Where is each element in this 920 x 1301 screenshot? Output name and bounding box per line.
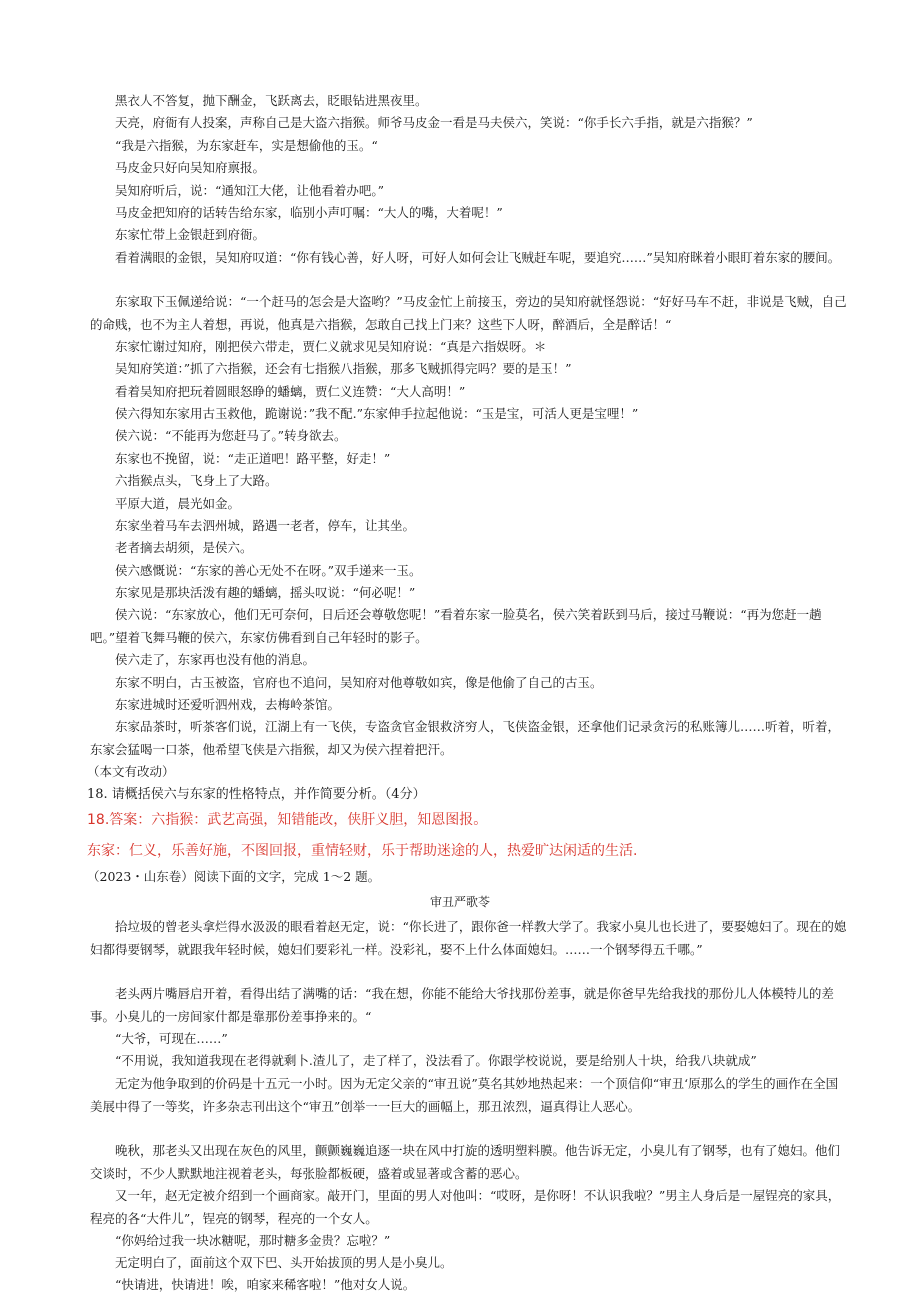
story1-paragraph-14: 侯六说：“不能再为您赶马了。”转身欲去。 — [115, 428, 347, 443]
story2-paragraph-7: 又一年，赵无定被介绍到一个画商家。敲开门，里面的男人对他叫：“哎呀，是你呀！不认识我啦？”男主人身后是一屋锃亮的家具，程亮的各“大件儿”，锃亮的钢琴，程亮的一个女人。 — [90, 1188, 841, 1226]
story1-paragraph-15: 东家也不挽留，说：“走正道吧！路平整，好走！” — [115, 451, 391, 466]
story1-paragraph-2: 天亮，府衙有人投案，声称自己是大盗六指猴。师爷马皮金一看是马夫侯六，笑说：“你手长六手指，就是六指猴？” — [115, 115, 753, 130]
answer-18-line-2: 东家：仁义，乐善好施，不图回报，重情轻财，乐于帮助迷途的人，热爱旷达闲适的生活. — [87, 843, 638, 859]
story1-paragraph-17: 平原大道，晨光如金。 — [115, 496, 241, 511]
story1-paragraph-6: 马皮金把知府的话转告给东家，临别小声叮嘱：“大人的嘴，大着呢！” — [115, 205, 503, 220]
story2-paragraph-5: 无定为他争取到的价码是十五元一小时。因为无定父亲的“审丑说”莫名其妙地热起来：一个顶信仰“审丑‘原那么的学生的画作在全国美展中得了一等奖，许多杂志刊出这个“审丑”创举一一巨大的画幅上，那丑浓烈，逼真得让人恶心。 — [90, 1076, 839, 1114]
story2-paragraph-2: 老头两片嘴唇启开着，看得出结了满嘴的话：“我在想，你能不能给大爷找那份差事，就是你爸早先给我找的那份儿人体模特儿的差事。小臭儿的一房间家什都是靠那份差事挣来的。“ — [90, 986, 834, 1024]
question-18: 18. 请概括侯六与东家的性格特点，并作简要分析。（4分） — [87, 787, 426, 802]
story1-paragraph-4: 马皮金只好向吴知府禀报。 — [115, 160, 266, 175]
story1-paragraph-11: 吴知府笑道：”抓了六指猴，还会有七指猴八指猴，那多飞贼抓得完吗？要的是玉！” — [115, 361, 572, 376]
story1-paragraph-19: 老者摘去胡须，是侯六。 — [115, 540, 253, 555]
story2-paragraph-4: “不用说，我知道我现在老得就剩卜.渣儿了，走了样了，没法看了。你跟学校说说，要是给别人十块，给我八块就成” — [115, 1053, 757, 1068]
story1-paragraph-9: 东家取下玉佩递给说：“一个赶马的怎会是大盗哟？”马皮金忙上前接玉，旁边的吴知府就怪怨说：“好好马车不赶，非说是飞贼，自己的命贱，也不为主人着想，再说，他真是六指猴，怎敢自己找上门来？这些下人呀，醉酒后，全是醉话！“ — [90, 294, 847, 332]
story1-paragraph-18: 东家坐着马车去泗州城，路遇一老者，停车，让其坐。 — [115, 518, 416, 533]
story1-paragraph-10: 东家忙谢过知府，刚把侯六带走，贾仁义就求见吴知府说：“真是六指娱呀。＊ — [115, 339, 547, 354]
story1-paragraph-3: “我是六指猴，为东家赶车，实是想偷他的玉。“ — [115, 138, 378, 153]
story1-paragraph-13: 侯六得知东家用古玉救他，跪谢说：”我不配.”东家伸手拉起他说：“玉是宝，可活人更是宝哩！” — [115, 406, 639, 421]
story1-paragraph-26: 东家品茶时，听茶客们说，江湖上有一飞侠，专盗贪官金银救济穷人，飞侠盗金银，还拿他们记录贪污的私账簿儿……听着，听着，东家会猛喝一口茶，他希望飞侠是六指猴，却又为侯六捏着把汗。 — [90, 719, 841, 757]
story2-paragraph-9: 无定明白了，面前这个双下巴、头开始拔顶的男人是小臭儿。 — [115, 1255, 453, 1270]
story1-paragraph-16: 六指猴点头，飞身上了大路。 — [115, 473, 278, 488]
story2-paragraph-3: “大爷，可现在……” — [115, 1031, 228, 1046]
story1-paragraph-23: 侯六走了，东家再也没有他的消息。 — [115, 652, 316, 667]
story2-title: 审丑严歌苓 — [429, 895, 490, 909]
story1-paragraph-1: 黑衣人不答复，抛下酬金，飞跃离去，眨眼钻进黑夜里。 — [115, 93, 428, 108]
story1-paragraph-21: 东家见是那块活泼有趣的蟠螭，摇头叹说：“何必呢！” — [115, 585, 416, 600]
story1-paragraph-22: 侯六说：“东家放心，他们无可奈何，日后还会尊敬您呢！”看着东家一脸莫名，侯六笑着跃到马后，接过马鞭说：“再为您赶一趟吧。”望着飞舞马鞭的侯六，东家仿佛看到自己年轻时的影子。 — [90, 607, 822, 645]
story2-paragraph-8: “你妈给过我一块冰糖呢，那时糖多金贵？忘啦？” — [115, 1233, 391, 1248]
story1-paragraph-12: 看着吴知府把玩着圆眼怒睁的蟠螭，贾仁义连赞：“大人高明！” — [115, 384, 466, 399]
story1-paragraph-8: 看着满眼的金银，吴知府叹道：“你有钱心善，好人呀，可好人如何会让飞贼赶车呢，要追究……”吴知府眯着小眼盯着东家的腰间。 — [115, 250, 841, 265]
story1-paragraph-25: 东家进城时还爱听泗州戏，去梅岭茶馆。 — [115, 697, 341, 712]
story1-paragraph-7: 东家忙带上金银赶到府衙。 — [115, 227, 266, 242]
story2-paragraph-10: “快请进，快请进！唉，咱家来稀客啦！”他对女人说。 — [115, 1277, 416, 1292]
story1-paragraph-5: 吴知府听后，说：“通知江大佬，让他看着办吧。” — [115, 183, 385, 198]
story1-paragraph-24: 东家不明白，古玉被盗，官府也不追问，吴知府对他尊敬如宾，像是他偷了自己的古玉。 — [115, 675, 603, 690]
story1-paragraph-20: 侯六感慨说：“东家的善心无处不在呀。”双手递来一玉。 — [115, 563, 422, 578]
source-note: （本文有改动） — [87, 764, 175, 779]
story2-paragraph-1: 拾垃圾的曾老头拿烂得水汲汲的眼看着赵无定，说：“你长进了，跟你爸一样教大学了。我家小臭儿也长进了，要娶媳妇了。现在的媳妇都得要钢琴，就跟我年轻时候，媳妇们要彩礼一样。没彩礼，娶不上什么体面媳妇。……一个钢琴得五千哪。” — [90, 919, 847, 957]
answer-18-line-1: 18.答案：六指猴：武艺高强，知错能改，侠肝义胆，知恩图报。 — [87, 812, 488, 828]
passage2-intro: （2023・山东卷）阅读下面的文字，完成 1～2 题。 — [87, 869, 381, 884]
story2-paragraph-6: 晚秋，那老头又出现在灰色的风里，颤颤巍巍追逐一块在风中打旋的透明塑料膜。他告诉无定，小臭儿有了钢琴，也有了媳妇。他们交谈时，不少人默默地注视着老头，每张脸都板硬，盛着或显著或含蓄的恶心。 — [90, 1143, 841, 1181]
